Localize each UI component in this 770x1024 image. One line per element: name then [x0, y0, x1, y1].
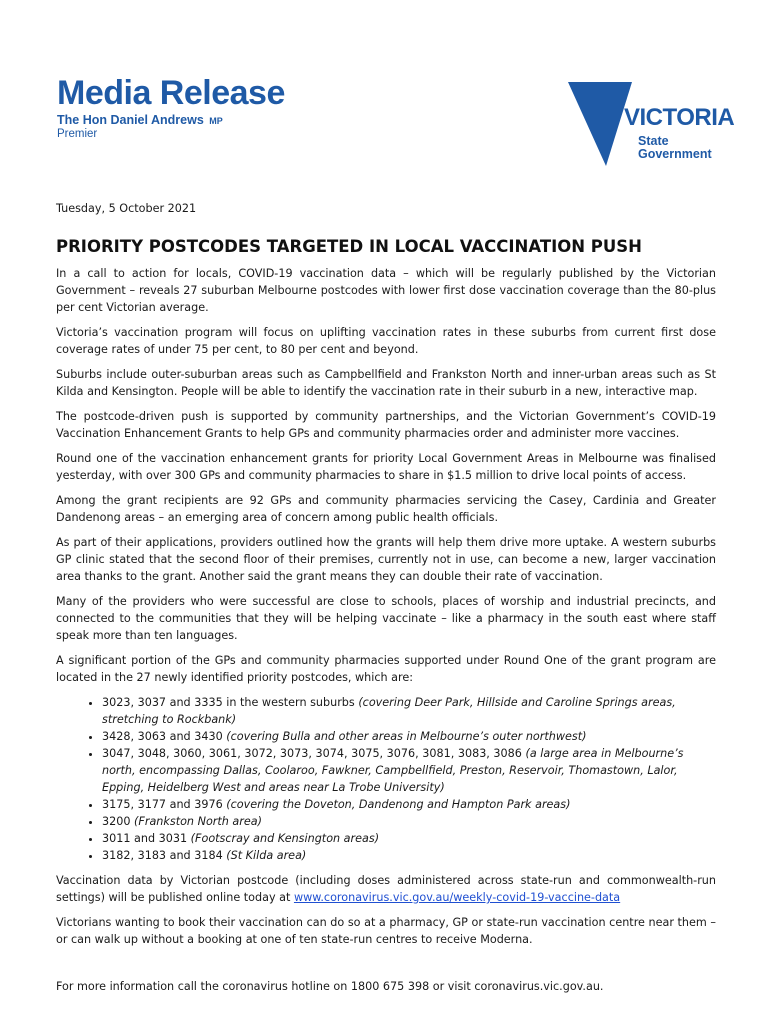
footer-contact: For more information call the coronavirus hotline on 1800 675 398 or visit coronavirus.vic.gov.au.	[56, 980, 604, 993]
minister-role: Premier	[57, 128, 98, 140]
paragraph: Victoria’s vaccination program will focus on uplifting vaccination rates in these suburbs from current first dose coverage rates of under 75 per cent, to 80 per cent and beyond.	[56, 326, 716, 356]
booking-paragraph: Victorians wanting to book their vaccination can do so at a pharmacy, GP or state-run vaccination centre near them – or can walk up without a booking at one of ten state-run centres to receive Moderna.	[56, 916, 716, 946]
paragraph: The postcode-driven push is supported by community partnerships, and the Victorian Government’s COVID-19 Vaccination Enhancement Grants to help GPs and community pharmacies order and administer more vaccines.	[56, 410, 716, 440]
release-body	[56, 200, 716, 956]
vaccine-data-paragraph: Vaccination data by Victorian postcode (including doses administered across state-run and commonwealth-run settings) will be published online today at www.coronavirus.vic.gov.au/weekly-covid-19-vaccine-data	[56, 874, 716, 904]
list-item: • 3047, 3048, 3060, 3061, 3072, 3073, 3074, 3075, 3076, 3081, 3083, 3086 (a large area in Melbourne’s north, encompassing Dallas, Coolaroo, Fawkner, Campbellfield, Preston, Reservoir, Thomastown, Lalor, Epping, Heidelberg West and areas near La Trobe University)	[102, 745, 716, 796]
headline: PRIORITY POSTCODES TARGETED IN LOCAL VACCINATION PUSH	[56, 237, 642, 256]
list-item: • 3200 (Frankston North area)	[102, 813, 716, 830]
list-item: • 3175, 3177 and 3976 (covering the Doveton, Dandenong and Hampton Park areas)	[102, 796, 716, 813]
list-item: • 3428, 3063 and 3430 (covering Bulla and other areas in Melbourne’s outer northwest)	[102, 728, 716, 745]
paragraph: As part of their applications, providers outlined how the grants will help them drive more uptake. A western suburbs GP clinic stated that the second floor of their premises, currently not in use, can become a new, larger vaccination area thanks to the grant. Another said the grant means they can double their rate of vaccination.	[56, 536, 716, 583]
list-item: • 3023, 3037 and 3335 in the western suburbs (covering Deer Park, Hillside and Caroline Springs areas, stretching to Rockbank)	[102, 694, 716, 728]
paragraph: Suburbs include outer-suburban areas such as Campbellfield and Frankston North and inner-urban areas such as St Kilda and Kensington. People will be able to identify the vaccination rate in their suburb in a new, interactive map.	[56, 368, 716, 398]
paragraph: Round one of the vaccination enhancement grants for priority Local Government Areas in Melbourne was finalised yesterday, with over 300 GPs and community pharmacies to share in $1.5 million to drive local points of access.	[56, 452, 716, 482]
release-date: Tuesday, 5 October 2021	[56, 202, 197, 215]
paragraph: A significant portion of the GPs and community pharmacies supported under Round One of the grant program are located in the 27 newly identified priority postcodes, which are:	[56, 654, 716, 684]
paragraph: In a call to action for locals, COVID-19 vaccination data – which will be regularly published by the Victorian Government – reveals 27 suburban Melbourne postcodes with lower first dose vaccination coverage than the 80-plus per cent Victorian average.	[56, 267, 716, 314]
paragraph: Many of the providers who were successful are close to schools, places of worship and industrial precincts, and connected to the communities that they will be helping vaccinate – like a pharmacy in the south east where staff speak more than ten languages.	[56, 595, 716, 642]
paragraph: Among the grant recipients are 92 GPs and community pharmacies servicing the Casey, Cardinia and Greater Dandenong areas – an emerging area of concern among public health officials.	[56, 494, 716, 524]
vaccine-data-link[interactable]: www.coronavirus.vic.gov.au/weekly-covid-19-vaccine-data	[293, 891, 621, 904]
priority-postcode-list	[56, 694, 716, 864]
minister-name: The Hon Daniel Andrews MP	[57, 113, 223, 127]
logo-wordmark: VICTORIA	[624, 104, 735, 131]
list-item: • 3011 and 3031 (Footscray and Kensington areas)	[102, 830, 716, 847]
logo-state-government: State Government	[638, 134, 712, 161]
victoria-state-government-logo	[566, 82, 735, 172]
list-item: • 3182, 3183 and 3184 (St Kilda area)	[102, 847, 716, 864]
media-release-title: Media Release	[57, 74, 285, 112]
